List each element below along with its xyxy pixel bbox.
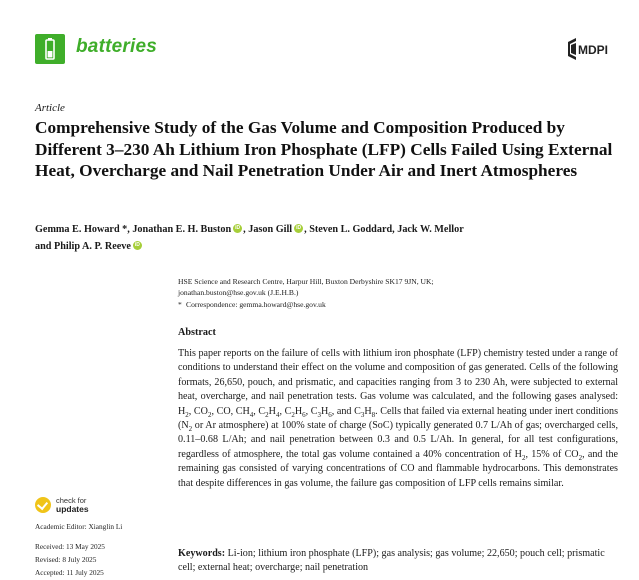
subscript: 2 [207,410,212,419]
subscript: 2 [578,453,583,462]
abstract-segment: H [294,405,303,417]
affiliation-email[interactable]: jonathan.buston@hse.gov.uk (J.E.H.B.) [178,288,299,298]
subscript: 2 [291,410,295,419]
abstract-segment: H [364,405,372,417]
subscript: 6 [302,410,306,419]
author-list [35,221,625,255]
check-updates-small-label: check for [56,496,87,505]
authors-segment-3[interactable]: , Steven L. Goddard, Jack W. Mellor [304,224,464,235]
affiliation [178,276,618,310]
affiliation-line-1: HSE Science and Research Centre, Harpur Hill, Buxton Derbyshire SK17 9JN, UK; [178,277,434,286]
abstract-segment: , CO, CH [211,405,250,417]
check-updates-icon [35,497,51,513]
check-for-updates-button[interactable] [35,497,115,517]
abstract-segment: H [268,405,276,417]
orcid-icon[interactable] [133,241,142,250]
abstract-segment: , CO [188,405,208,417]
abstract-segment: , C [305,405,318,417]
abstract-segment: H [320,405,329,417]
journal-logo [35,34,65,64]
journal-name[interactable]: batteries [76,36,158,57]
subscript: 2 [521,453,526,462]
abstract-text [178,347,618,491]
correspondence-email[interactable]: Correspondence: gemma.howard@hse.gov.uk [186,299,326,309]
orcid-icon[interactable] [233,224,242,233]
correspondence-line [178,299,618,310]
subscript: 4 [249,410,254,419]
keywords [178,547,618,576]
subscript: 3 [360,410,365,419]
orcid-icon[interactable] [294,224,303,233]
check-updates-big-label: updates [56,504,89,514]
correspondence-mark: * [178,299,182,309]
subscript: 2 [188,425,193,434]
subscript: 3 [317,410,321,419]
date-accepted: Accepted: 11 July 2025 [35,568,104,577]
academic-editor: Academic Editor: Xianglin Li [35,522,123,531]
subscript: 4 [275,410,280,419]
keywords-text: Li-ion; lithium iron phosphate (LFP); gas analysis; gas volume; 22,650; pouch cell; prismatic cell; external heat; overcharge; nail penetration [178,548,605,574]
authors-segment-1[interactable]: Gemma E. Howard *, Jonathan E. H. Buston [35,224,232,235]
subscript: 2 [185,410,189,419]
abstract-segment: . Cells that failed via external heating under inert conditions (N [178,405,619,432]
article-type: Article [35,102,65,114]
article-title: Comprehensive Study of the Gas Volume and Composition Produced by Different 3–230 Ah Lithium Iron Phosphate (LFP) Cells Failed Using External Heat, Overcharge and Nail Penetration Under Air and Inert Atmospheres [35,118,613,180]
abstract-segment: This paper reports on the failure of cells with lithium iron phosphate (LFP) chemistry tested under a range of conditions to understand their effect on the volume and composition of gas generated. Cells of the following formats, 26,650, pouch, and prismatic, and capacities ranging from 3 to 230 Ah, were subjected to external heat, overcharge, and nail penetration tests. Gas volume was calculated, and the following gases analysed: H [178,348,618,417]
date-received: Received: 13 May 2025 [35,542,105,551]
subscript: 2 [265,410,269,419]
abstract-segment: , and the remaining gas consisted of varying concentrations of CO and flammable hydrocarbons. This demonstrates that despite differences in gas volume, the failure gas composition of LFP cells remains similar. [178,448,618,489]
publisher-logo[interactable] [566,38,613,60]
publisher-name: MDPI [578,43,608,57]
abstract-segment: , C [253,405,266,417]
date-revised: Revised: 8 July 2025 [35,555,97,564]
abstract-heading: Abstract [178,327,216,338]
abstract-segment: , C [279,405,292,417]
authors-segment-2[interactable]: , Jason Gill [243,224,293,235]
subscript: 8 [371,410,376,419]
subscript: 6 [328,410,332,419]
battery-icon [35,34,65,64]
mdpi-logo-icon [566,38,613,60]
abstract-segment: , and C [331,405,361,417]
authors-segment-4[interactable]: and Philip A. P. Reeve [35,241,131,252]
keywords-label: Keywords: [178,548,226,559]
abstract-segment: or Ar atmosphere) at 100% state of charge (SoC) typically generated 0.7 L/Ah of gas; overcharged cells, 0.11–0.68 L/Ah; and nail penetration between 0.3 and 0.5 L/Ah. In general, for all test configurations, regardless of atmosphere, the total gas volume contained a 40% concentration of H [178,420,618,460]
abstract-segment: , 15% of CO [525,448,579,460]
